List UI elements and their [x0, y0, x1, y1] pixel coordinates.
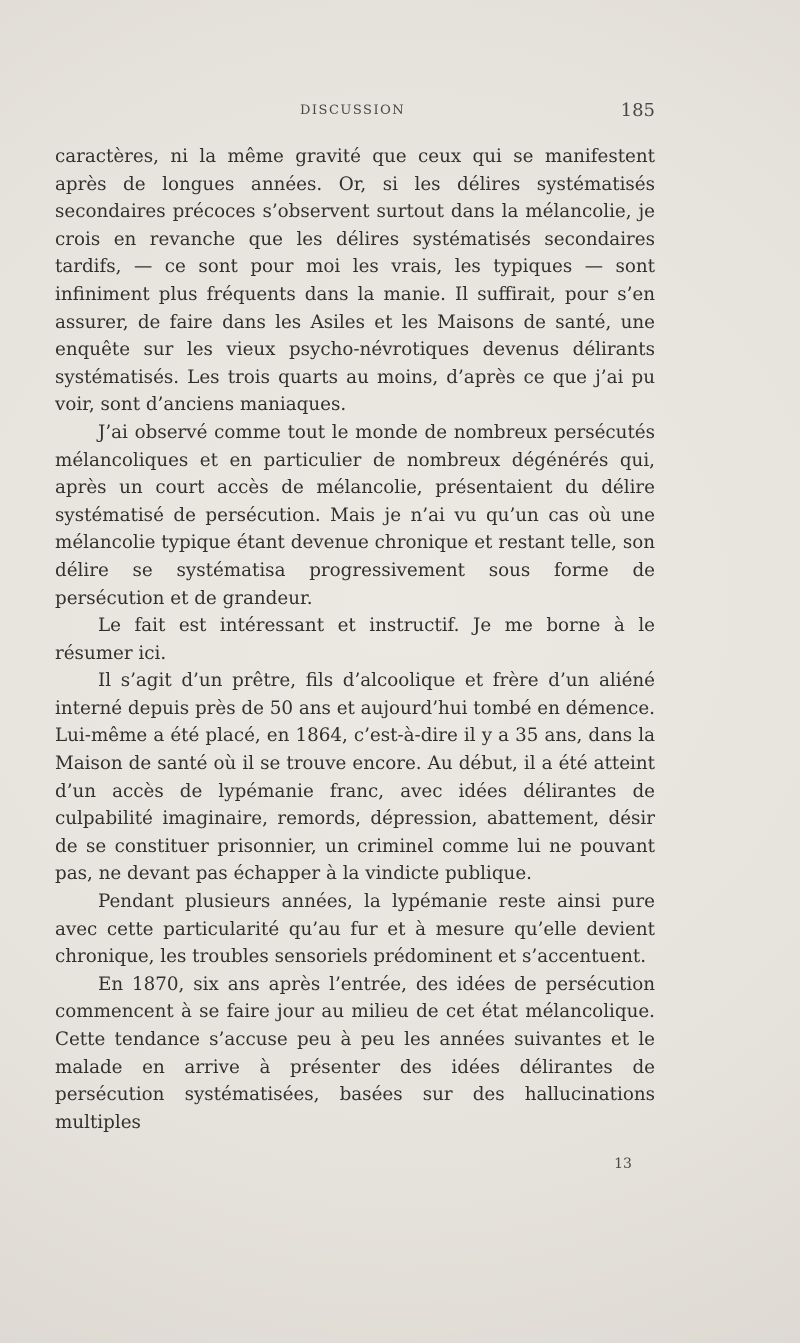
- paragraph-3: Le fait est intéressant et instructif. Je me borne à le résumer ici.: [55, 615, 655, 664]
- paragraph-4: Il s’agit d’un prêtre, fils d’alcoolique et frère d’un aliéné interné depuis près de 50 ans et aujourd’hui tombé en démence. Lui-même a été placé, en 1864, c’est-à-dire il y a 35 ans, dans la Maison de santé où il se trouve encore. Au début, il a été atteint d’un accès de lypémanie franc, avec idées délirantes de culpabilité imaginaire, remords, dépression, abattement, désir de se constituer prisonnier, un criminel comme lui ne pouvant pas, ne devant pas échapper à la vindicte publique.: [55, 670, 655, 885]
- page-number: 185: [620, 100, 655, 121]
- paragraph-6: En 1870, six ans après l’entrée, des idées de persécution commencent à se faire jour au milieu de cet état mélancolique. Cette tendance s’accuse peu à peu les années suivantes et le malade en arrive à présenter des idées délirantes de persécution systématisées, basées sur des hallucinations multiples: [55, 973, 655, 1133]
- paragraph-2: J’ai observé comme tout le monde de nombreux persécutés mélancoliques et en particulier de nombreux dégénérés qui, après un court accès de mélancolie, présentaient du délire systématisé de persécution. Mais je n’ai vu qu’un cas où une mélancolie typique étant devenue chronique et restant telle, son délire se systématisa progressivement sous forme de persécution et de grandeur.: [55, 421, 655, 609]
- page-header: [55, 100, 655, 127]
- signature-mark: 13: [614, 1156, 632, 1172]
- body-text: [55, 143, 655, 1136]
- paragraph-5: Pendant plusieurs années, la lypémanie reste ainsi pure avec cette particularité qu’au fur et à mesure qu’elle devient chronique, les troubles sensoriels prédominent et s’accentuent.: [55, 891, 655, 968]
- paragraph-1: caractères, ni la même gravité que ceux qui se manifestent après de longues années. Or, si les délires systématisés secondaires précoces s’observent surtout dans la mélancolie, je crois en revanche que les délires systématisés secondaires tardifs, — ce sont pour moi les vrais, les typiques — sont infiniment plus fréquents dans la manie. Il suffirait, pour s’en assurer, de faire dans les Asiles et les Maisons de santé, une enquête sur les vieux psycho-névrotiques devenus délirants systématisés. Les trois quarts au moins, d’après ce que j’ai pu voir, sont d’anciens maniaques.: [55, 146, 655, 416]
- running-head: DISCUSSION: [300, 103, 406, 118]
